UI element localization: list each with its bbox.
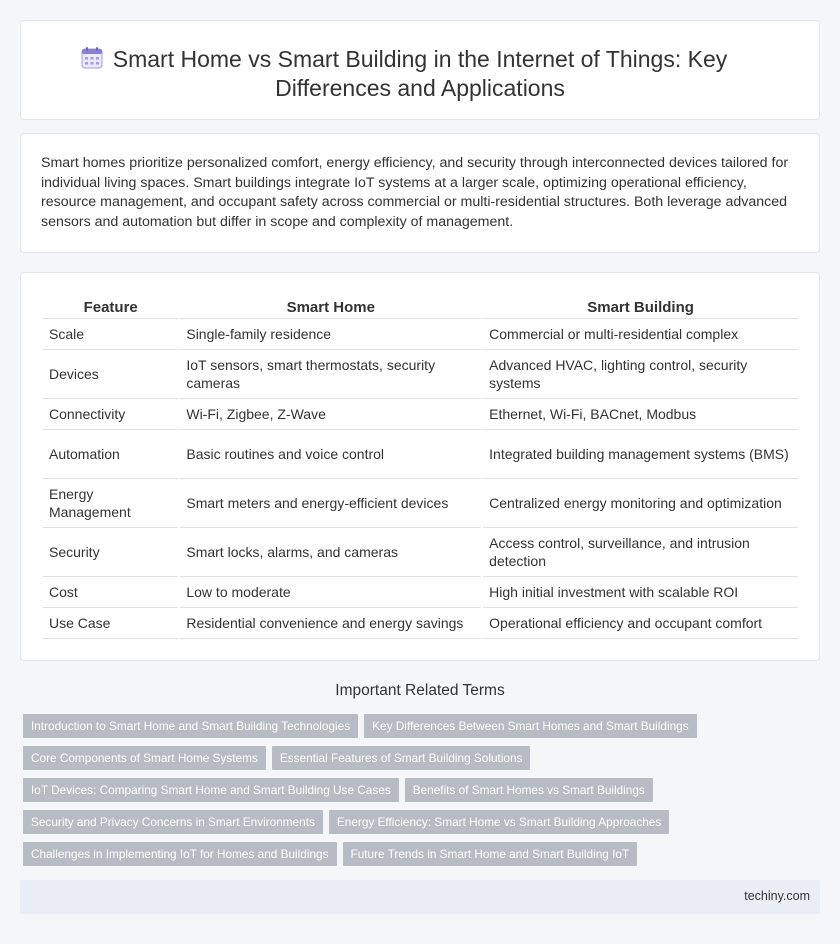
related-tag[interactable]: Benefits of Smart Homes vs Smart Buildings [405,778,653,802]
feature-cell: Cost [43,577,178,608]
feature-cell: Energy Management [43,479,178,528]
column-header-feature: Feature [43,295,178,319]
smart-building-cell: Access control, surveillance, and intrusion detection [483,528,798,577]
summary-text: Smart homes prioritize personalized comfort, energy efficiency, and security through interconnected devices tailored for individual living spaces. Smart buildings integrate IoT systems at a larger scale, optimizing operational efficiency, resource management, and occupant safety across commercial or multi-residential structures. Both leverage advanced sensors and automation but differ in scope and complexity of management. [41,155,789,230]
related-tag[interactable]: Future Trends in Smart Home and Smart Building IoT [343,842,638,866]
table-row [43,577,798,608]
smart-building-cell: Operational efficiency and occupant comfort [483,608,798,639]
table-row [43,430,798,479]
smart-home-cell: Single-family residence [180,319,481,350]
footer [20,880,820,914]
comparison-table [41,295,800,639]
smart-building-cell: Centralized energy monitoring and optimization [483,479,798,528]
table-header-row [43,295,798,319]
smart-building-cell: Advanced HVAC, lighting control, security systems [483,350,798,399]
summary-card [20,133,820,253]
comparison-table-card [20,272,820,661]
smart-home-cell: Residential convenience and energy savings [180,608,481,639]
feature-cell: Automation [43,430,178,479]
site-name[interactable]: techiny.com [744,889,810,903]
smart-home-cell: Smart locks, alarms, and cameras [180,528,481,577]
feature-cell: Connectivity [43,399,178,430]
related-tag[interactable]: IoT Devices: Comparing Smart Home and Smart Building Use Cases [23,778,399,802]
related-terms-section [20,680,820,861]
header-card [20,20,820,120]
related-tag[interactable]: Essential Features of Smart Building Solutions [272,746,531,770]
table-row [43,399,798,430]
table-row [43,319,798,350]
smart-home-cell: IoT sensors, smart thermostats, security cameras [180,350,481,399]
feature-cell: Scale [43,319,178,350]
feature-cell: Devices [43,350,178,399]
related-tags [23,714,803,874]
smart-building-cell: Commercial or multi-residential complex [483,319,798,350]
related-tag[interactable]: Challenges in Implementing IoT for Homes and Buildings [23,842,337,866]
table-row [43,350,798,399]
column-header-smart-home: Smart Home [180,295,481,319]
page-title: Smart Home vs Smart Building in the Internet of Things: Key Differences and Applications [112,46,728,101]
smart-home-cell: Low to moderate [180,577,481,608]
smart-building-cell: Integrated building management systems (BMS) [483,430,798,479]
related-tag[interactable]: Security and Privacy Concerns in Smart Environments [23,810,323,834]
smart-home-cell: Basic routines and voice control [180,430,481,479]
table-row [43,608,798,639]
smart-building-cell: Ethernet, Wi-Fi, BACnet, Modbus [483,399,798,430]
table-row [43,479,798,528]
feature-cell: Security [43,528,178,577]
related-tag[interactable]: Key Differences Between Smart Homes and Smart Buildings [364,714,696,738]
related-tag[interactable]: Introduction to Smart Home and Smart Building Technologies [23,714,358,738]
related-tag[interactable]: Energy Efficiency: Smart Home vs Smart Building Approaches [329,810,669,834]
related-tag[interactable]: Core Components of Smart Home Systems [23,746,266,770]
smart-home-cell: Smart meters and energy-efficient devices [180,479,481,528]
related-terms-heading: Important Related Terms [335,682,505,699]
column-header-smart-building: Smart Building [483,295,798,319]
feature-cell: Use Case [43,608,178,639]
smart-home-cell: Wi-Fi, Zigbee, Z-Wave [180,399,481,430]
table-row [43,528,798,577]
smart-building-cell: High initial investment with scalable ROI [483,577,798,608]
